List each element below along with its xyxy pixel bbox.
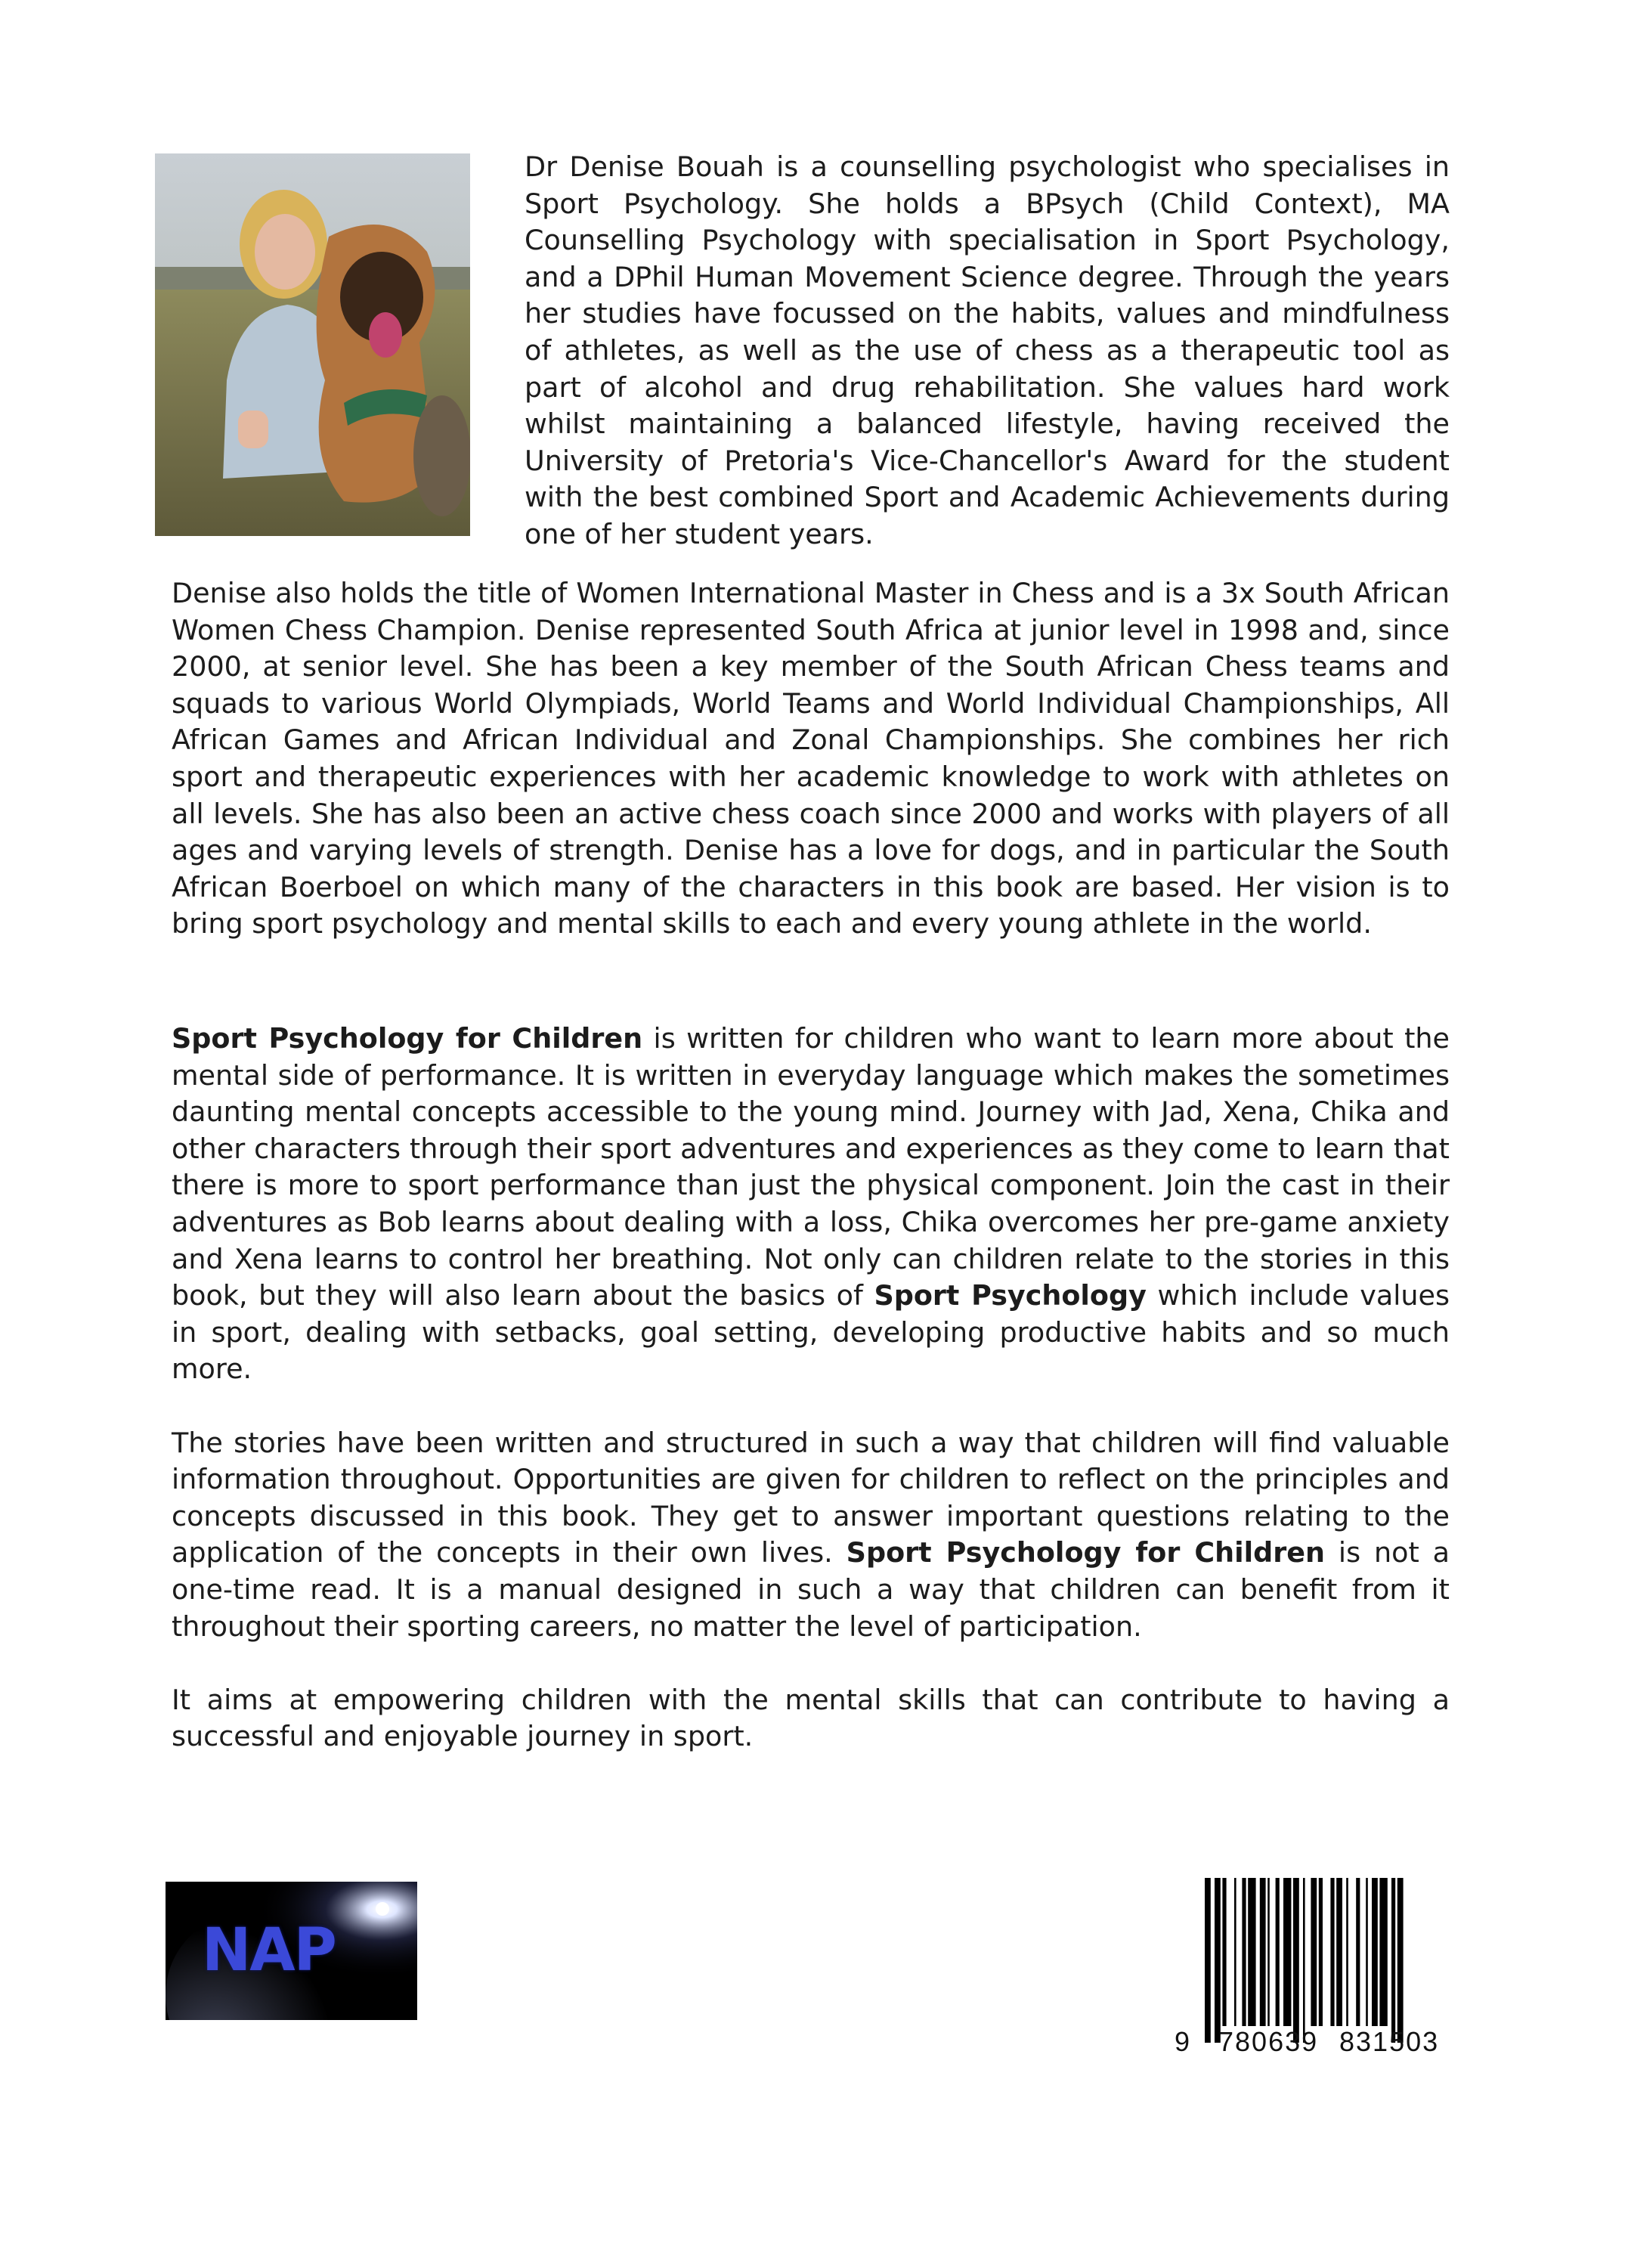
author-photo xyxy=(155,153,470,536)
barcode-bar xyxy=(1372,1878,1378,2026)
barcode-bar xyxy=(1356,1878,1360,2026)
barcode-bar xyxy=(1260,1878,1266,2026)
barcode-bar xyxy=(1276,1878,1280,2026)
isbn-barcode xyxy=(1173,1878,1450,2056)
publisher-logo xyxy=(166,1882,417,2020)
blurb-text: which include values in sport, dealing with setbacks, goal setting, developing productive habits and so much more. xyxy=(172,1279,1450,1386)
blurb-paragraph-1 xyxy=(172,1021,1450,1388)
barcode-group-2: 831503 xyxy=(1339,2026,1440,2057)
book-blurb xyxy=(172,1021,1450,1755)
bio-paragraph-2 xyxy=(172,575,1450,943)
barcode-bar xyxy=(1222,1878,1226,2026)
barcode-bar xyxy=(1303,1878,1305,2043)
blurb-paragraph-3: It aims at empowering children with the mental skills that can contribute to having a successful and enjoyable journey in sport. xyxy=(172,1683,1450,1753)
book-title-bold: Sport Psychology for Children xyxy=(172,1022,643,1055)
barcode-bar xyxy=(1234,1878,1236,2026)
barcode-group-1: 780639 xyxy=(1218,2026,1319,2057)
publisher-logo-text: NAP xyxy=(202,1916,336,1984)
barcode-bar xyxy=(1205,1878,1211,2043)
barcode-bar xyxy=(1346,1878,1348,2026)
bio-paragraph-2-text: Denise also holds the title of Women International Master in Chess and is a 3x South African Women Chess Champion. Denise represented South Africa at junior level in 1998 and, since 2000, at senior level. She has been a key member of the South African Chess teams and squads to various World Olympiads, World Teams and World Individual Championships, All African Games and African Individual and Zonal Championships. She combines her rich sport and therapeutic experiences with her academic knowledge to work with athletes on all levels. She has also been an active chess coach since 2000 and works with players of all ages and varying levels of strength. Denise has a love for dogs, and in particular the South African Boerboel on which many of the characters in this book are based. Her vision is to bring sport psychology and mental skills to each and every young athlete in the world. xyxy=(172,577,1450,940)
sport-psychology-bold: Sport Psychology xyxy=(874,1279,1147,1312)
barcode-bar xyxy=(1293,1878,1299,2043)
barcode-bar xyxy=(1311,1878,1317,2026)
barcode-bar xyxy=(1397,1878,1404,2043)
blurb-text: The stories have been written and structured in such a way that children will find valuable information throughout. Opportunities are given for children to reflect on the principles and concepts discussed in this book. They get to answer important questions relating to the application of the concepts in their own lives. xyxy=(172,1426,1450,1569)
barcode-bar xyxy=(1330,1878,1334,2026)
barcode-bar xyxy=(1215,1878,1221,2043)
author-with-dog-image xyxy=(155,153,470,536)
barcode-first-digit: 9 xyxy=(1175,2026,1190,2057)
barcode-bar xyxy=(1242,1878,1246,2026)
barcode-bar xyxy=(1366,1878,1368,2026)
barcode-bar xyxy=(1336,1878,1342,2026)
bio-paragraph-1 xyxy=(525,149,1450,553)
blurb-paragraph-2 xyxy=(172,1425,1450,1646)
barcode-bar xyxy=(1319,1878,1323,2026)
bio-paragraph-1-text: Dr Denise Bouah is a counselling psychologist who specialises in Sport Psychology. She holds a BPsych (Child Context), MA Counselling Psychology with specialisation in Sport Psychology, and a DPhil Human Movement Science degree. Through the years her studies have focussed on the habits, values and mindfulness of athletes, as well as the use of chess as a therapeutic tool as part of alcohol and drug rehabilitation. She values hard work whilst maintaining a balanced lifestyle, having received the University of Pretoria's Vice-Chancellor's Award for the student with the best combined Sport and Academic Achievements during one of her student years. xyxy=(525,150,1450,550)
barcode-bar xyxy=(1391,1878,1395,2043)
barcode-bar xyxy=(1248,1878,1255,2026)
blurb-text: is written for children who want to learn more about the mental side of performance. It is written in everyday language which makes the sometimes daunting mental concepts accessible to the young mind. Journey with Jad, Xena, Chika and other characters through their sport adventures and experiences as they come to learn that there is more to sport performance than just the physical component. Join the cast in their adventures as Bob learns about dealing with a loss, Chika overcomes her pre-game anxiety and Xena learns to control her breathing. Not only can children relate to the stories in this book, but they will also learn about the basics of xyxy=(172,1022,1450,1312)
barcode-bar xyxy=(1267,1878,1270,2026)
barcode-bar xyxy=(1379,1878,1387,2026)
barcode-bar xyxy=(1283,1878,1291,2026)
book-title-bold: Sport Psychology for Children xyxy=(846,1536,1326,1569)
blurb-text: is not a one-time read. It is a manual designed in such a way that children can benefit from it throughout their sporting careers, no matter the level of participation. xyxy=(172,1536,1450,1643)
